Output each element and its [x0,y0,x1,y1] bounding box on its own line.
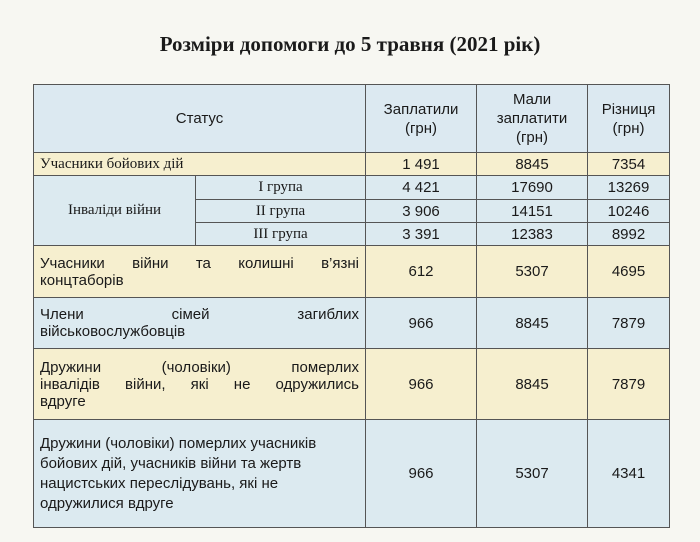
row-status: Дружини (чоловіки) померлих учасників бойових дій, учасників війни та жертв нацистських переслідувань, які не одружилися вдруге [34,420,366,528]
page-title: Розміри допомоги до 5 травня (2021 рік) [159,32,541,56]
row-should-pay: 14151 [477,200,588,223]
row-status [34,349,366,420]
row-status-line: Члени сімей загиблих [40,306,360,323]
row-should-pay: 12383 [477,223,588,246]
row-should-pay: 8845 [477,153,588,176]
row-group: І група [196,176,366,200]
row-difference: 4695 [588,246,670,298]
row-difference: 7354 [588,153,670,176]
row-difference: 4341 [588,420,670,528]
table-header-row [34,85,670,153]
row-should-pay: 8845 [477,349,588,420]
table-row [34,153,670,176]
header-difference: Різниця (грн) [588,85,670,153]
row-paid: 966 [366,298,477,349]
row-difference: 10246 [588,200,670,223]
row-status-line: Дружини (чоловіки) померлих [40,358,360,376]
row-status-line: концтаборів [40,271,124,289]
row-status-line: вдруге [40,392,86,410]
table-row [34,298,670,349]
table-row [34,176,670,200]
row-difference: 13269 [588,176,670,200]
header-should-pay: Мали заплатити (грн) [477,85,588,153]
table-row [34,349,670,420]
row-paid: 966 [366,420,477,528]
row-should-pay: 5307 [477,420,588,528]
row-should-pay: 17690 [477,176,588,200]
row-group: ІІІ група [196,223,366,246]
row-should-pay: 5307 [477,246,588,298]
table-row [34,246,670,298]
row-status-line: військовослужбовців [40,323,186,340]
row-paid: 4 421 [366,176,477,200]
row-difference: 7879 [588,298,670,349]
row-status [34,298,366,349]
header-paid: Заплатили (грн) [366,85,477,153]
row-paid: 3 906 [366,200,477,223]
row-paid: 612 [366,246,477,298]
row-status [34,246,366,298]
row-status-line: інвалідів війни, які не одружились [40,375,360,393]
row-should-pay: 8845 [477,298,588,349]
row-difference: 8992 [588,223,670,246]
row-difference: 7879 [588,349,670,420]
row-paid: 966 [366,349,477,420]
row-group: ІІ група [196,200,366,223]
row-status-line: Учасники війни та колишні в’язні [40,254,360,272]
row-status: Учасники бойових дій [34,153,366,176]
row-paid: 3 391 [366,223,477,246]
row-paid: 1 491 [366,153,477,176]
header-status: Статус [34,85,366,153]
row-status: Інваліди війни [34,176,196,246]
table-row [34,420,670,528]
benefits-table [33,84,670,528]
